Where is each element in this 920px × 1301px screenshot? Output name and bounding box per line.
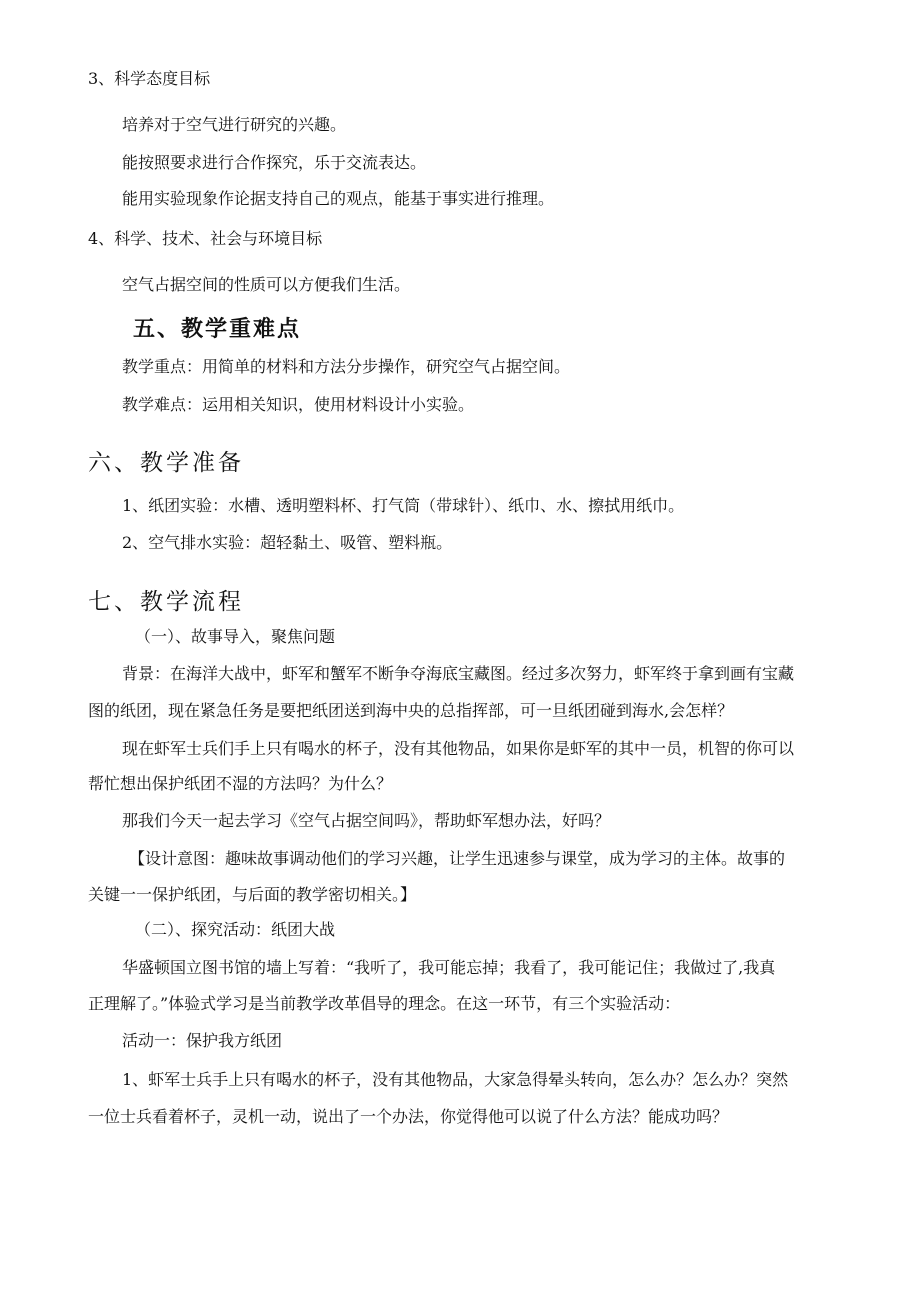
part7-question-line1: 现在虾军士兵们手上只有喝水的杯子，没有其他物品，如果你是虾军的其中一员，机智的你可以 bbox=[122, 739, 795, 758]
section4-heading: 4、科学、技术、社会与环境目标 bbox=[88, 229, 323, 248]
part7-background-line1: 背景：在海洋大战中，虾军和蟹军不断争夺海底宝藏图。经过多次努力，虾军终于拿到画有宝藏 bbox=[122, 664, 795, 683]
part7-intro: 那我们今天一起去学习《空气占据空间吗》，帮助虾军想办法，好吗？ bbox=[122, 811, 611, 830]
section3-item-3: 能用实验现象作论据支持自己的观点，能基于事实进行推理。 bbox=[122, 189, 555, 208]
section3-heading: 3、科学态度目标 bbox=[88, 69, 211, 88]
part6-title: 六、教学准备 bbox=[88, 450, 244, 476]
section4-item-1: 空气占据空间的性质可以方便我们生活。 bbox=[122, 275, 411, 294]
part7-question-line2: 帮忙想出保护纸团不湿的方法吗？为什么？ bbox=[88, 774, 393, 793]
part7-title: 七、教学流程 bbox=[88, 589, 244, 615]
part6-item-1: 1、纸团实验：水槽、透明塑料杯、打气筒（带球针）、纸巾、水、擦拭用纸巾。 bbox=[122, 496, 685, 515]
part7-design-line1: 【设计意图：趣味故事调动他们的学习兴趣，让学生迅速参与课堂，成为学习的主体。故事的 bbox=[129, 849, 786, 868]
part5-difficult-point: 教学难点：运用相关知识，使用材料设计小实验。 bbox=[122, 395, 475, 414]
section3-item-1: 培养对于空气进行研究的兴趣。 bbox=[122, 115, 347, 134]
part5-key-point: 教学重点：用简单的材料和方法分步操作，研究空气占据空间。 bbox=[122, 357, 571, 376]
part7-activity1: 活动一：保护我方纸团 bbox=[122, 1031, 283, 1050]
part6-item-2: 2、空气排水实验：超轻黏土、吸管、塑料瓶。 bbox=[122, 533, 453, 552]
part7-quote-line1: 华盛顿国立图书馆的墙上写着：“我听了，我可能忘掉；我看了，我可能记住；我做过了,我真 bbox=[122, 958, 776, 977]
part7-act1-line1: 1、虾军士兵手上只有喝水的杯子，没有其他物品，大家急得晕头转向，怎么办？怎么办？突然 bbox=[122, 1070, 789, 1089]
part5-title: 五、教学重难点 bbox=[133, 316, 302, 342]
part7-design-line2: 关键一一保护纸团，与后面的教学密切相关。】 bbox=[88, 885, 417, 904]
part7-background-line2: 图的纸团，现在紧急任务是要把纸团送到海中央的总指挥部，可一旦纸团碰到海水,会怎样？ bbox=[88, 701, 734, 720]
part7-act1-line2: 一位士兵看着杯子，灵机一动，说出了一个办法，你觉得他可以说了什么方法？能成功吗？ bbox=[88, 1107, 729, 1126]
part7-sub1: （一）、故事导入，聚焦问题 bbox=[135, 627, 336, 646]
part7-sub2: （二）、探究活动：纸团大战 bbox=[135, 920, 336, 939]
part7-quote-line2: 正理解了。”体验式学习是当前教学改革倡导的理念。在这一环节，有三个实验活动： bbox=[88, 994, 681, 1013]
section3-item-2: 能按照要求进行合作探究，乐于交流表达。 bbox=[122, 153, 427, 172]
